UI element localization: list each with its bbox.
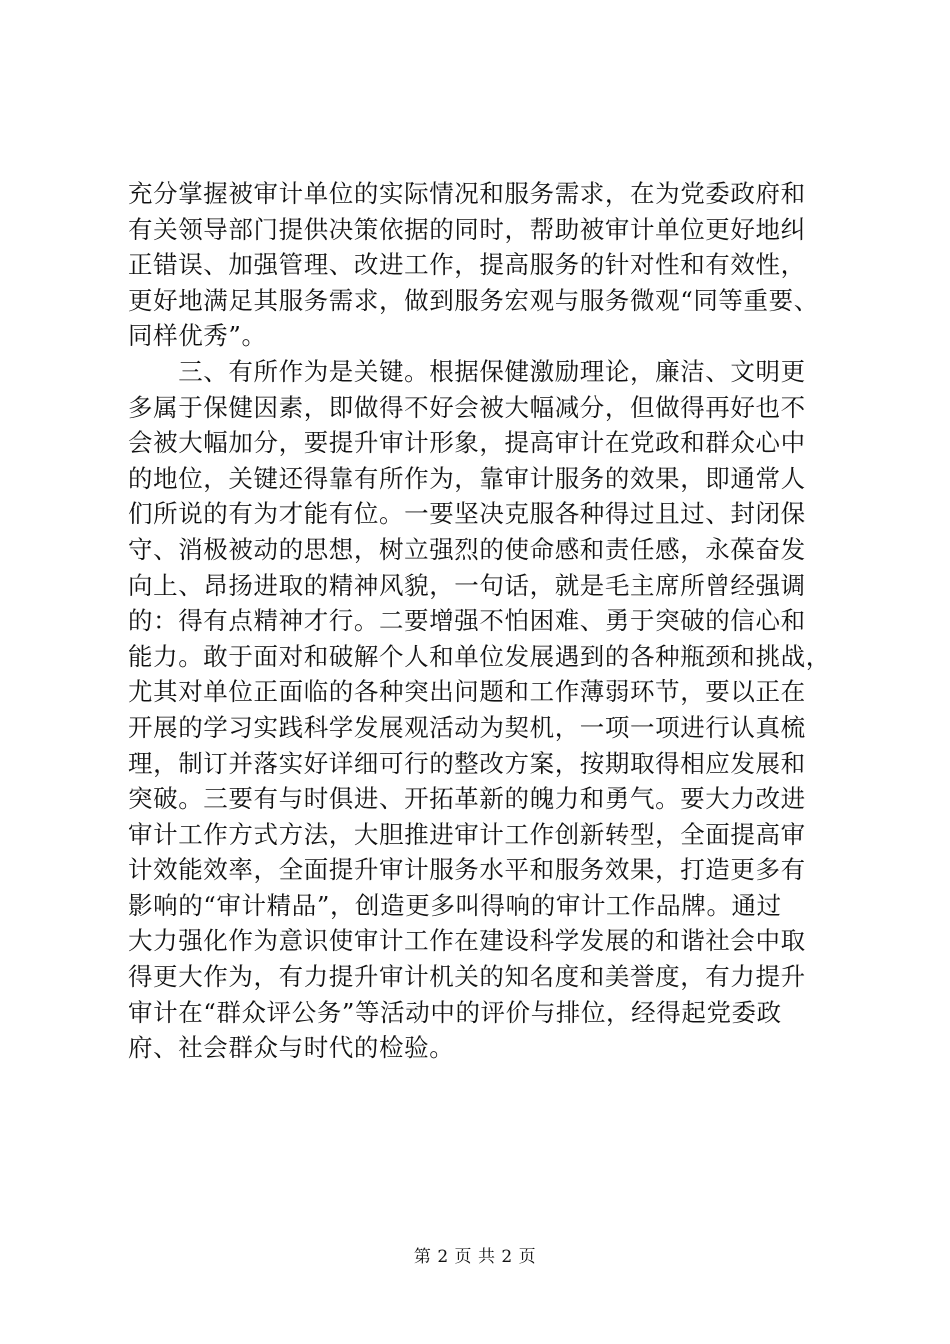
text-line: 有关领导部门提供决策依据的同时，帮助被审计单位更好地纠 xyxy=(128,214,806,244)
text-line: 能力。敢于面对和破解个人和单位发展遇到的各种瓶颈和挑战， xyxy=(128,641,831,671)
text-line: 更好地满足其服务需求，做到服务宏观与服务微观“同等重要、 xyxy=(128,285,819,315)
text-line: 向上、昂扬进取的精神风貌，一句话，就是毛主席所曾经强调 xyxy=(128,570,806,600)
text-line: 尤其对单位正面临的各种突出问题和工作薄弱环节，要以正在 xyxy=(128,677,806,707)
text-line: 开展的学习实践科学发展观活动为契机，一项一项进行认真梳 xyxy=(128,712,806,742)
text-line: 们所说的有为才能有位。一要坚决克服各种得过且过、封闭保 xyxy=(128,499,806,529)
text-line: 得更大作为，有力提升审计机关的知名度和美誉度，有力提升 xyxy=(128,962,806,992)
text-line: 正错误、加强管理、改进工作，提高服务的针对性和有效性， xyxy=(128,250,806,280)
text-line: 大力强化作为意识使审计工作在建设科学发展的和谐社会中取 xyxy=(128,926,806,956)
text-line: 多属于保健因素，即做得不好会被大幅减分，但做得再好也不 xyxy=(128,392,806,422)
text-line: 审计工作方式方法，大胆推进审计工作创新转型，全面提高审 xyxy=(128,819,806,849)
text-line: 会被大幅加分，要提升审计形象，提高审计在党政和群众心中 xyxy=(128,428,806,458)
text-line: 府、社会群众与时代的检验。 xyxy=(128,1033,455,1063)
text-line: 的：得有点精神才行。二要增强不怕困难、勇于突破的信心和 xyxy=(128,606,806,636)
text-line: 的地位，关键还得靠有所作为，靠审计服务的效果，即通常人 xyxy=(128,463,806,493)
text-line: 审计在“群众评公务”等活动中的评价与排位，经得起党委政 xyxy=(128,997,782,1027)
text-line: 理，制订并落实好详细可行的整改方案，按期取得相应发展和 xyxy=(128,748,806,778)
text-line: 三、有所作为是关键。根据保健激励理论，廉洁、文明更 xyxy=(128,356,806,386)
page-footer xyxy=(0,1245,950,1269)
text-line: 影响的“审计精品”，创造更多叫得响的审计工作品牌。通过 xyxy=(128,890,782,920)
text-line: 守、消极被动的思想，树立强烈的使命感和责任感，永葆奋发 xyxy=(128,534,806,564)
text-line: 同样优秀”。 xyxy=(128,321,267,351)
text-line: 充分掌握被审计单位的实际情况和服务需求，在为党委政府和 xyxy=(128,179,806,208)
body-text xyxy=(128,176,850,1066)
page-number-label: 第 2 页 共 2 页 xyxy=(413,1247,537,1267)
text-line: 计效能效率，全面提升审计服务水平和服务效果，打造更多有 xyxy=(128,855,806,885)
text-line: 突破。三要有与时俱进、开拓革新的魄力和勇气。要大力改进 xyxy=(128,784,806,814)
